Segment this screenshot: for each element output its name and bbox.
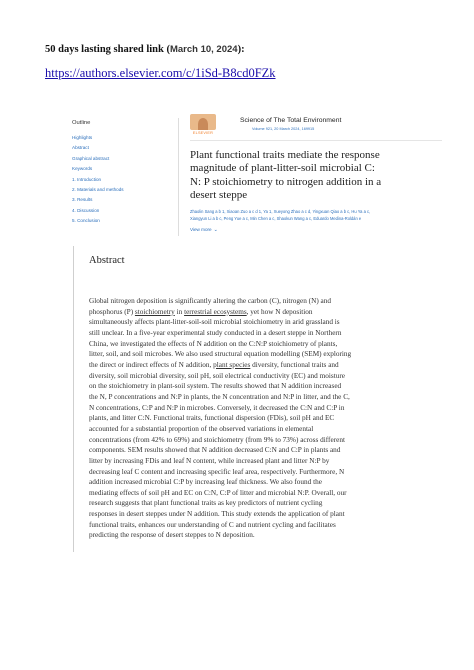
- outline-item[interactable]: 5. Conclusion: [72, 218, 100, 224]
- abstract-text: N concentrations, C:P and N:P in microbes. Conversely, it decreased the C:N and C:P in: [89, 403, 345, 412]
- abstract-line: [89, 360, 372, 371]
- abstract-line: [89, 381, 372, 392]
- author-line[interactable]: Xiangyun Li a b c, Peng Yue a c, Min Chen a c, Shaokun Wang a c, Eduardo Medina-Roldán e: [190, 216, 362, 222]
- article-title-line: magnitude of plant-litter-soil microbial C:: [190, 162, 375, 175]
- abstract-text: on the stoichiometry in plant-soil system. The results showed that N addition increased: [89, 382, 342, 391]
- abstract-text: decreasing leaf C content and increasing specific leaf area, respectively. Furthermore, N: [89, 467, 345, 476]
- abstract-text: China, we investigated the effects of N addition on the C:N:P stoichiometry of plants,: [89, 339, 338, 348]
- outline-item[interactable]: Abstract: [72, 145, 89, 151]
- article-title: [190, 149, 402, 203]
- article-screenshot: [72, 112, 400, 240]
- outline-list: [72, 133, 176, 227]
- abstract-text: plants, and litter C:N. Functional traits, functional dispersion (FDis), soil pH and EC: [89, 414, 335, 423]
- abstract-text: still unclear. In a five-year experimental study conducted in a desert steppe in Northern: [89, 328, 342, 337]
- elsevier-logo: [190, 114, 216, 136]
- abstract-text: simultaneously affects plant-litter-soil-soil microbial stoichiometry in arid grassland is: [89, 318, 340, 327]
- abstract-line: [89, 477, 372, 488]
- abstract-text: responses in desert steppes under N addition. This study extends the application of plant: [89, 510, 345, 519]
- abstract-text: the direct or indirect effects of N addition,: [89, 360, 214, 369]
- abstract-line: [89, 445, 372, 456]
- abstract-text: functional traits, enhances our understanding of C and nutrient cycling and facilitates: [89, 520, 336, 529]
- abstract-line: [89, 339, 372, 350]
- abstract-text: diversity, soil microbial diversity, soil pH, soil electrical conductivity (EC) and moisture: [89, 371, 345, 380]
- abstract-line: [89, 371, 372, 382]
- abstract-line: [89, 413, 372, 424]
- outline-item[interactable]: 1. Introduction: [72, 176, 102, 182]
- abstract-term-link[interactable]: terrestrial ecosystems: [184, 307, 247, 316]
- publisher-name: ELSEVIER: [192, 131, 214, 135]
- abstract-text: components. SEM results showed that N addition decreased C:N and C:P in plants and: [89, 446, 341, 455]
- outline-item[interactable]: 4. Discussion: [72, 207, 100, 213]
- abstract-text: , yet how N deposition: [246, 307, 313, 316]
- abstract-body: [89, 296, 372, 541]
- abstract-line: [89, 317, 372, 328]
- abstract-line: [89, 392, 372, 403]
- author-line[interactable]: Zhaolin Sang a b 1, Xiaoan Zuo a c d 1, Ya 1, Xueyong Zhao a c d, Yingxuan Qiao a b c, Hu Ya a c,: [190, 209, 371, 214]
- chevron-down-icon: ⌄: [213, 227, 218, 233]
- outline-item[interactable]: 3. Results: [72, 197, 93, 203]
- abstract-line: [89, 530, 372, 541]
- abstract-text: addition increased microbial C:P by increasing leaf thickness. We also found the: [89, 478, 322, 487]
- view-more-label: View more: [190, 227, 212, 232]
- abstract-term-link[interactable]: plant species: [213, 360, 251, 369]
- outline-panel: [72, 120, 176, 227]
- abstract-line: [89, 498, 372, 509]
- journal-header: [190, 112, 442, 141]
- abstract-line: [89, 520, 372, 531]
- abstract-text: Global nitrogen deposition is significantly altering the carbon (C), nitrogen (N) and: [89, 297, 332, 305]
- abstract-line: [89, 307, 372, 318]
- abstract-text: in: [174, 307, 185, 316]
- abstract-line: [89, 349, 372, 360]
- abstract-text: concentrations (from 42% to 69%) and stoichiometry (from 9% to 73%) across different: [89, 435, 345, 444]
- abstract-text: the N, P concentrations and N:P in plants, the N concentration and N:P in litter, and the C,: [89, 392, 350, 401]
- outline-item[interactable]: Highlights: [72, 135, 93, 140]
- abstract-line: [89, 296, 372, 307]
- journal-volume[interactable]: Volume 921, 20 March 2024, 169915: [252, 127, 315, 131]
- abstract-heading: Abstract: [89, 255, 125, 266]
- outline-item[interactable]: 2. Materials and methods: [72, 187, 124, 193]
- abstract-line: [89, 467, 372, 478]
- abstract-text: phosphorus (P): [89, 307, 135, 316]
- abstract-text: predicting the response of desert steppes to N deposition.: [89, 531, 255, 540]
- abstract-line: [89, 424, 372, 435]
- abstract-text: diversity, functional traits and: [250, 360, 339, 369]
- elsevier-tree-icon: [190, 114, 216, 130]
- outline-item[interactable]: Keywords: [72, 166, 93, 172]
- outline-item[interactable]: Graphical abstract: [72, 155, 110, 161]
- abstract-text: research suggests that plant functional traits as key predictors of nutrient cycling: [89, 499, 323, 508]
- article-title-line: Plant functional traits mediate the response: [190, 149, 380, 161]
- abstract-text: accounted for a substantial proportion of the observed variations in elemental: [89, 424, 314, 433]
- outline-title: Outline: [72, 120, 91, 126]
- abstract-line: [89, 456, 372, 467]
- abstract-term-link[interactable]: stoichiometry: [134, 307, 175, 316]
- shared-link-caption: [45, 44, 245, 55]
- abstract-line: [89, 509, 372, 520]
- view-more-link[interactable]: [190, 227, 218, 233]
- shared-article-link[interactable]: https://authors.elsevier.com/c/1iSd-B8cd0FZk: [45, 66, 276, 80]
- article-title-line: desert steppe: [190, 189, 248, 202]
- author-list: [190, 208, 402, 223]
- abstract-text: mediating effects of soil pH and EC on C:N, C:P of litter and microbial N:P. Overall, our: [89, 488, 347, 497]
- article-title-line: N: P stoichiometry to nitrogen addition in a: [190, 175, 382, 188]
- shared-link-date: March 10, 2024: [169, 44, 238, 55]
- journal-name[interactable]: Science of The Total Environment: [240, 117, 342, 124]
- abstract-text: litter, soil, and soil microbes. We also used structural equation modelling (SEM) exploring: [89, 350, 352, 359]
- abstract-divider: [73, 246, 74, 552]
- outline-divider: [178, 118, 179, 236]
- abstract-text: litter by increasing FDis and leaf N content, while increased plant and litter N:P by: [89, 456, 330, 465]
- abstract-line: [89, 488, 372, 499]
- shared-link-suffix: ):: [237, 44, 245, 55]
- abstract-line: [89, 328, 372, 339]
- shared-link-prefix: 50 days lasting shared link (: [45, 44, 170, 55]
- abstract-line: [89, 403, 372, 414]
- abstract-line: [89, 435, 372, 446]
